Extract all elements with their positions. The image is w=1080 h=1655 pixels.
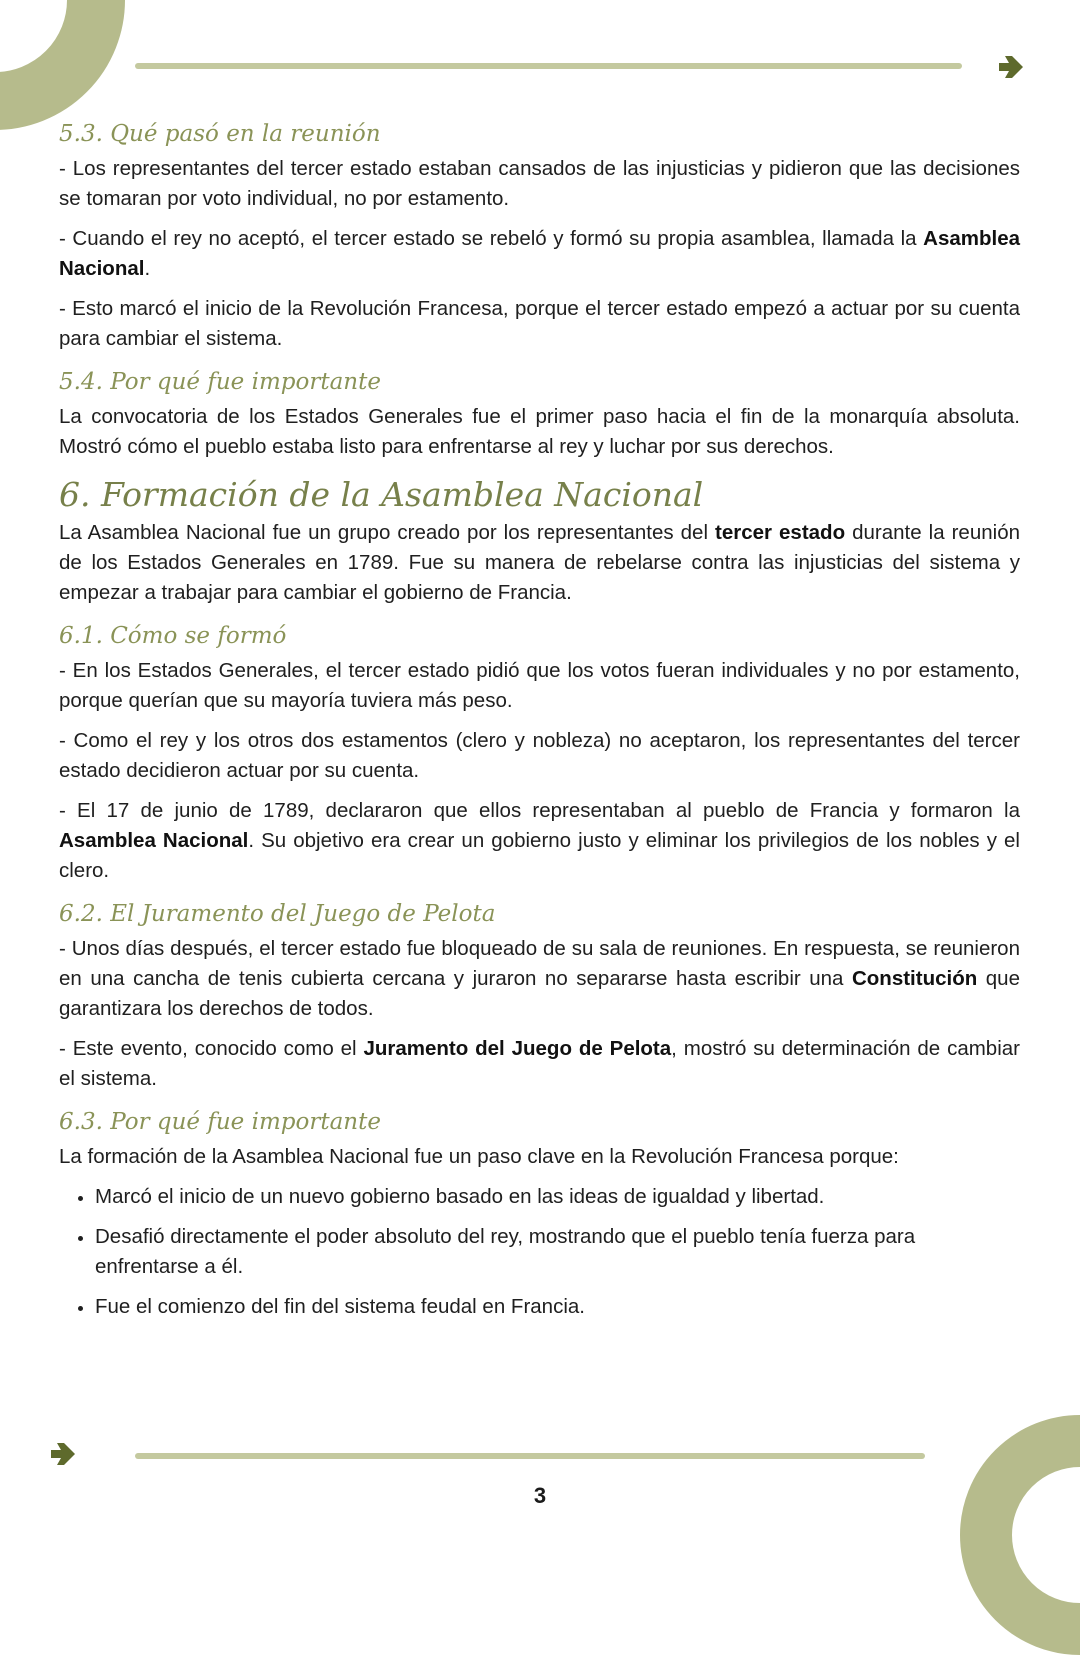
paragraph: La Asamblea Nacional fue un grupo creado por los representantes del tercer estado durante la reunión de los Estados Generales en 1789. Fue su manera de rebelarse contra las injusticias del sistema y empezar a trabajar para cambiar el gobierno de Francia. [59, 521, 1020, 604]
decorative-arc-top [0, 0, 125, 130]
paragraph: - Cuando el rey no aceptó, el tercer estado se rebeló y formó su propia asamblea, llamada la Asamblea Nacional. [59, 227, 1020, 280]
top-divider [135, 63, 962, 69]
paragraph: - Como el rey y los otros dos estamentos (clero y nobleza) no aceptaron, los representantes del tercer estado decidieron actuar por su cuenta. [59, 729, 1020, 782]
heading-5-3: 5.3. Qué pasó en la reunión [59, 121, 381, 147]
paragraph: - En los Estados Generales, el tercer estado pidió que los votos fueran individuales y no por estamento, porque querían que su mayoría tuviera más peso. [59, 659, 1020, 712]
list-item: • Desafió directamente el poder absoluto del rey, mostrando que el pueblo tenía fuerza para enfrentarse a él. [95, 1222, 1020, 1282]
paragraph: - Unos días después, el tercer estado fue bloqueado de su sala de reuniones. En respuesta, se reunieron en una cancha de tenis cubierta cercana y juraron no separarse hasta escribir una Constitución que garantizara los derechos de todos. [59, 937, 1020, 1020]
arrow-right-icon [996, 52, 1026, 82]
paragraph: La formación de la Asamblea Nacional fue un paso clave en la Revolución Francesa porque: [59, 1145, 899, 1168]
heading-6-2: 6.2. El Juramento del Juego de Pelota [59, 901, 496, 927]
heading-6: 6. Formación de la Asamblea Nacional [59, 475, 704, 514]
paragraph: - Este evento, conocido como el Juramento del Juego de Pelota, mostró su determinación de cambiar el sistema. [59, 1037, 1020, 1090]
page-content [59, 118, 1020, 1332]
heading-5-4: 5.4. Por qué fue importante [59, 369, 381, 395]
list-item: • Marcó el inicio de un nuevo gobierno basado en las ideas de igualdad y libertad. [95, 1182, 1020, 1212]
page-number: 3 [533, 1483, 547, 1508]
paragraph: - El 17 de junio de 1789, declararon que ellos representaban al pueblo de Francia y formaron la Asamblea Nacional. Su objetivo era crear un gobierno justo y eliminar los privilegios de los nobles y el clero. [59, 799, 1020, 882]
paragraph: La convocatoria de los Estados Generales fue el primer paso hacia el fin de la monarquía absoluta. Mostró cómo el pueblo estaba listo para enfrentarse al rey y luchar por sus derechos. [59, 405, 1020, 458]
heading-6-1: 6.1. Cómo se formó [59, 623, 287, 649]
bullet-list [59, 1182, 1020, 1322]
paragraph: - Esto marcó el inicio de la Revolución Francesa, porque el tercer estado empezó a actuar por su cuenta para cambiar el sistema. [59, 297, 1020, 350]
decorative-arc-bottom [960, 1415, 1080, 1655]
heading-6-3: 6.3. Por qué fue importante [59, 1109, 381, 1135]
bottom-divider [135, 1453, 925, 1459]
arrow-right-icon [48, 1439, 78, 1469]
list-item: • Fue el comienzo del fin del sistema feudal en Francia. [95, 1292, 1020, 1322]
paragraph: - Los representantes del tercer estado estaban cansados de las injusticias y pidieron que las decisiones se tomaran por voto individual, no por estamento. [59, 157, 1020, 210]
